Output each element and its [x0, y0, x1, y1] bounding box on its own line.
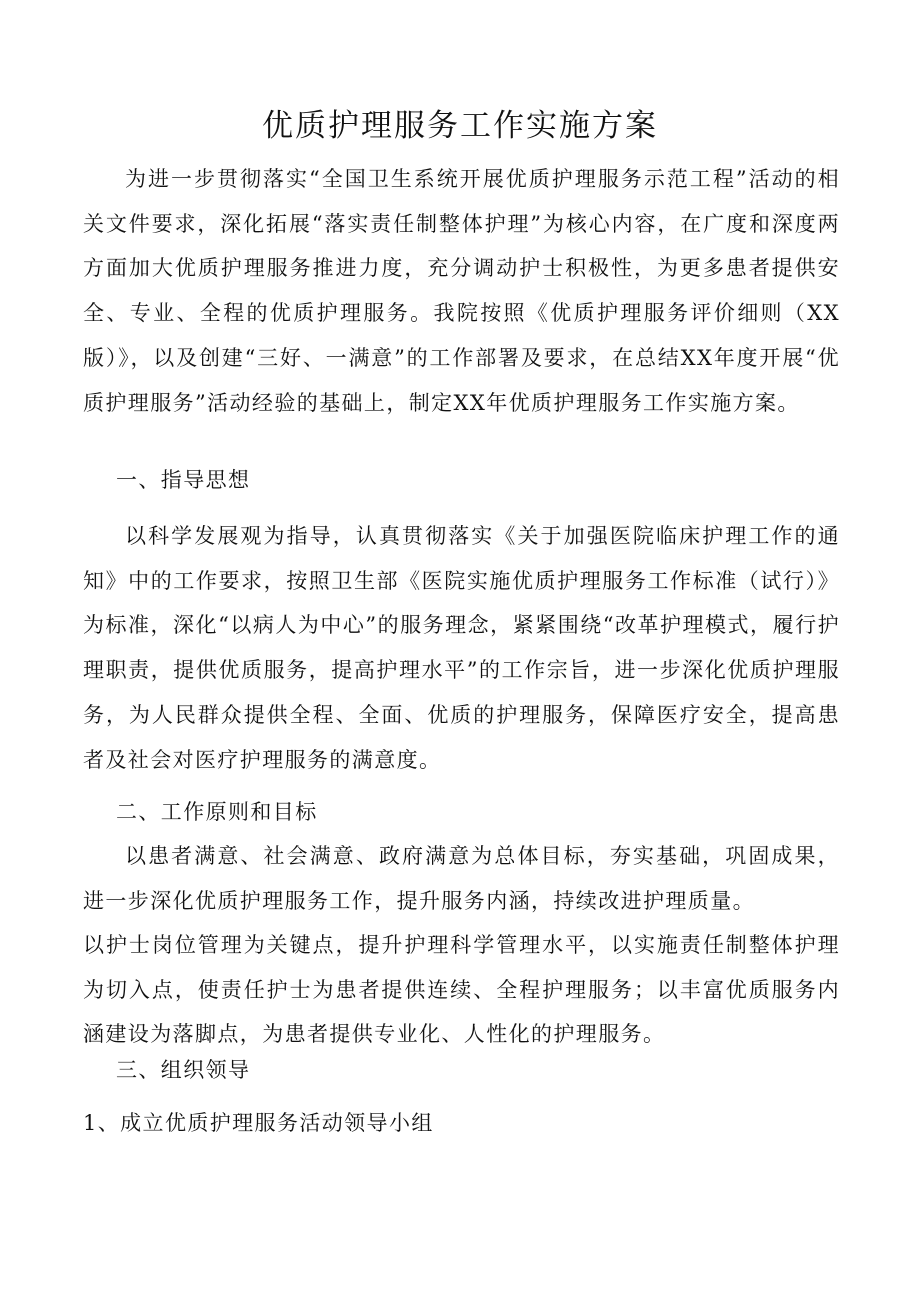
subheading-leadership-group: 1、成立优质护理服务活动领导小组 — [83, 1111, 434, 1135]
section-heading-guiding-ideology: 一、指导思想 — [116, 468, 251, 492]
principles-goals-paragraph: 以患者满意、社会满意、政府满意为总体目标，夯实基础，巩固成果，进一步深化优质护理服务工作，提升服务内涵，持续改进护理质量。 — [83, 844, 840, 913]
principles-goals-paragraph-2: 以护士岗位管理为关键点，提升护理科学管理水平，以实施责任制整体护理为切入点，使责任护士为患者提供连续、全程护理服务；以丰富优质服务内涵建设为落脚点，为患者提供专业化、人性化的护理服务。 — [83, 933, 840, 1047]
section-heading-organization: 三、组织领导 — [116, 1058, 251, 1082]
section-heading-principles-goals: 二、工作原则和目标 — [116, 800, 318, 824]
guiding-ideology-paragraph: 以科学发展观为指导，认真贯彻落实《关于加强医院临床护理工作的通知》中的工作要求，按照卫生部《医院实施优质护理服务工作标准（试行）》为标准，深化“以病人为中心”的服务理念，紧紧围绕“改革护理模式，履行护理职责，提供优质服务，提高护理水平”的工作宗旨，进一步深化优质护理服务，为人民群众提供全程、全面、优质的护理服务，保障医疗安全，提高患者及社会对医疗护理服务的满意度。 — [83, 524, 840, 772]
intro-paragraph: 为进一步贯彻落实“全国卫生系统开展优质护理服务示范工程”活动的相关文件要求，深化拓展“落实责任制整体护理”为核心内容，在广度和深度两方面加大优质护理服务推进力度，充分调动护士积极性，为更多患者提供安全、专业、全程的优质护理服务。我院按照《优质护理服务评价细则（XX版）》，以及创建“三好、一满意”的工作部署及要求，在总结XX年度开展“优质护理服务”活动经验的基础上，制定XX年优质护理服务工作实施方案。 — [83, 167, 840, 415]
document-title: 优质护理服务工作实施方案 — [262, 108, 658, 144]
